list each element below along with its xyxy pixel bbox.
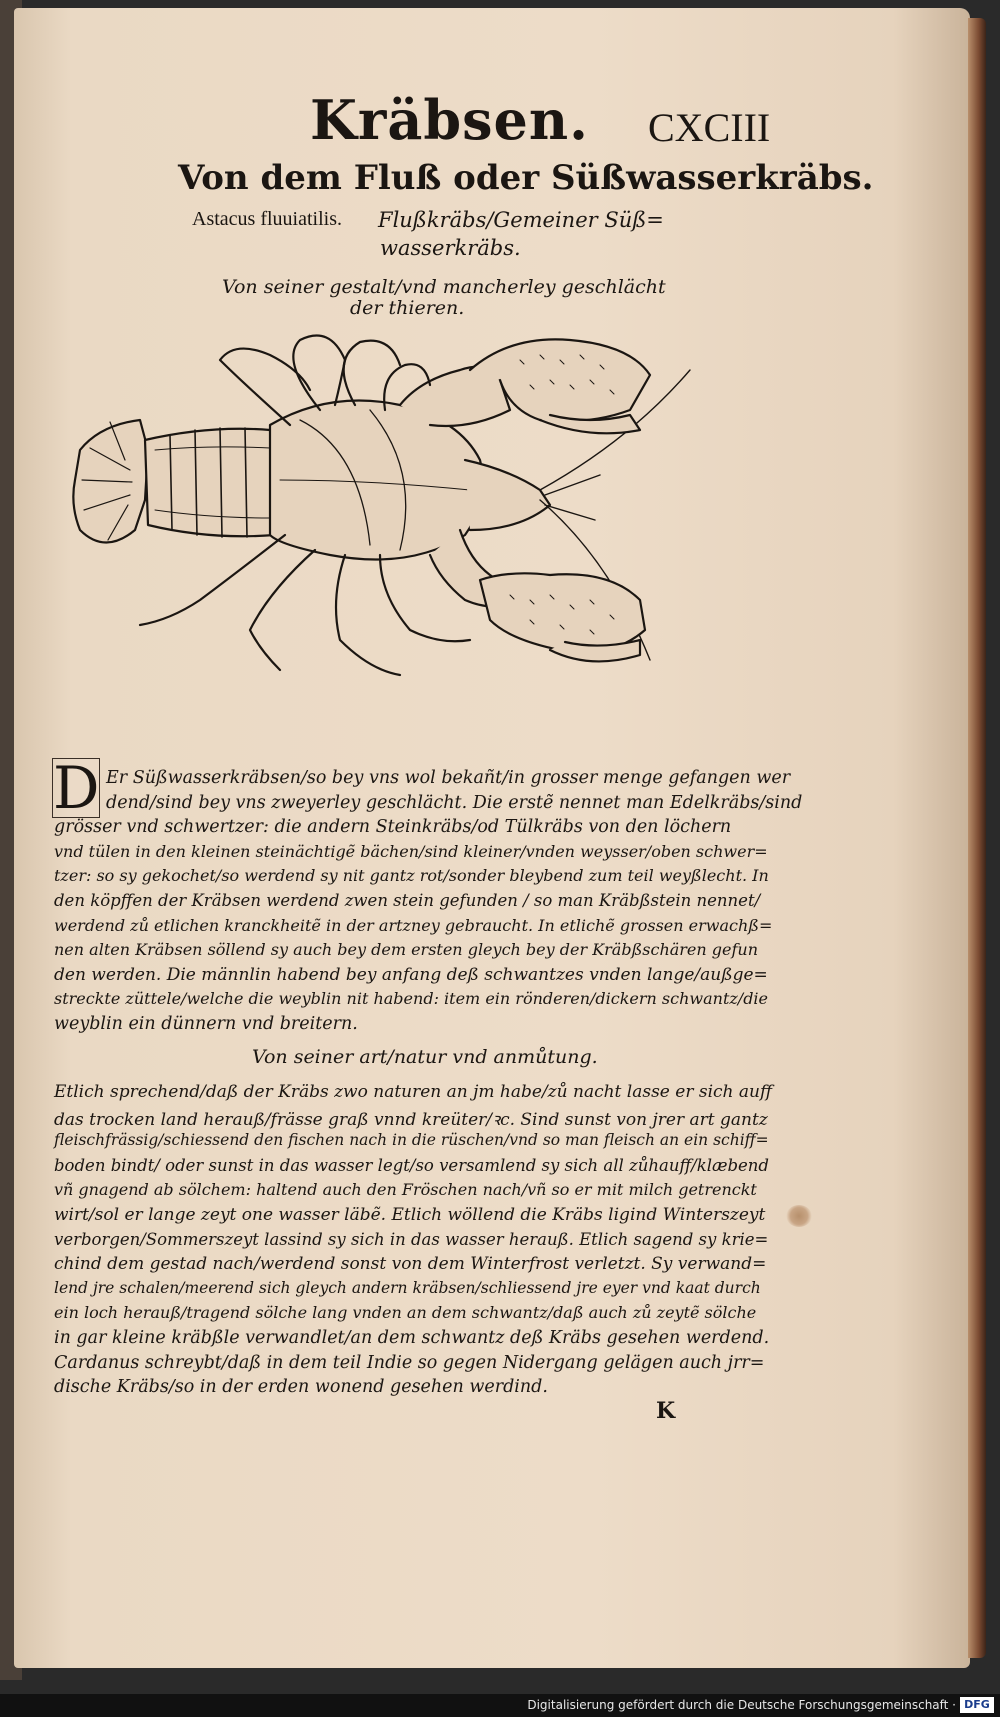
text-line: nen alten Kräbsen söllend sy auch bey dem ersten gleych bey der Kräbßschären gefun xyxy=(54,940,759,960)
text-line: boden bindt/ oder sunst in das wasser legt/so versamlend sy sich all zůhauff/klæbend xyxy=(54,1155,769,1175)
text-line: das trocken land herauß/frässe graß vnnd kreüter/ꝛc. Sind sunst von jrer art gantz xyxy=(54,1109,768,1130)
paper-stain xyxy=(786,1205,812,1227)
crayfish-illustration xyxy=(70,330,770,750)
text-line: den werden. Die männlin habend bey anfang deß schwantzes vnden lange/außge= xyxy=(54,964,768,985)
text-line: werdend zů etlichen kranckheitẽ in der artzney gebraucht. In etlichẽ grossen erwachß= xyxy=(54,915,773,935)
crayfish-tail xyxy=(145,429,275,537)
text-line: Cardanus schreybt/daß in dem teil Indie so gegen Nidergang gelägen auch jrr= xyxy=(54,1352,765,1373)
text-line: Er Süßwasserkräbsen/so bey vns wol bekañt/in grosser menge gefangen wer xyxy=(106,768,791,788)
text-line: fleischfrässig/schiessend den fischen nach in die rüschen/vnd so man fleisch an ein schiff= xyxy=(54,1131,769,1150)
text-line: verborgen/Sommerszeyt lassind sy sich in das wasser herauß. Etlich sagend sy krie= xyxy=(54,1229,769,1249)
text-line: tzer: so sy gekochet/so werdend sy nit gantz rot/sonder bleybend zum teil weyßlecht. In xyxy=(54,866,769,886)
text-line: den köpffen der Kräbsen werdend zwen stein gefunden / so man Kräbßstein nennet/ xyxy=(54,891,761,910)
text-line: wirt/sol er lange zeyt one wasser läbẽ. Etlich wöllend die Kräbs ligind Winterszeyt xyxy=(54,1205,766,1225)
form-heading-line-2: der thieren. xyxy=(350,297,465,319)
chapter-subtitle: Von dem Fluß oder Süßwasserkräbs. xyxy=(178,158,874,198)
text-line: vñ gnagend ab sölchem: haltend auch den Fröschen nach/vñ so er mit milch getrenckt xyxy=(54,1180,757,1200)
common-names-line-2: wasserkräbs. xyxy=(380,236,521,260)
footer-credit: Digitalisierung gefördert durch die Deutsche Forschungsgemeinschaft · xyxy=(527,1698,956,1712)
form-heading-line-1: Von seiner gestalt/vnd mancherley geschlächt xyxy=(222,276,666,298)
text-line: chind dem gestad nach/werdend sonst von dem Winterfrost verletzt. Sy verwand= xyxy=(54,1254,767,1275)
section-heading: Von seiner art/natur vnd anmůtung. xyxy=(252,1046,598,1068)
text-line: lend jre schalen/meerend sich gleych andern kräbsen/schliessend jre eyer vnd kaat durch xyxy=(54,1278,761,1297)
text-line: in gar kleine kräbßle verwandlet/an dem schwantz deß Kräbs gesehen werdend. xyxy=(54,1328,770,1348)
text-line: dische Kräbs/so in der erden wonend gesehen werdind. xyxy=(54,1377,548,1398)
text-line: streckte züttele/welche die weyblin nit habend: item ein rönderen/dickern schwantz/die xyxy=(54,989,769,1009)
text-line: weyblin ein dünnern vnd breitern. xyxy=(54,1014,358,1034)
catchword: K xyxy=(656,1398,676,1424)
text-line: grösser vnd schwertzer: die andern Steinkräbs/od Tülkräbs von den löchern xyxy=(54,817,732,838)
dropcap: D xyxy=(53,754,100,822)
text-line: vnd tülen in den kleinen steinächtigẽ bächen/sind kleiner/vnden weysser/oben schwer= xyxy=(54,841,768,861)
dfg-logo: DFG xyxy=(960,1697,994,1713)
page-header-title: Kräbsen. xyxy=(310,88,589,152)
text-line: dend/sind bey vns zweyerley geschlächt. Die erstẽ nennet man Edelkräbs/sind xyxy=(106,792,803,813)
text-line: ein loch herauß/tragend sölche lang vnden an dem schwantz/daß auch zů zeytẽ sölche xyxy=(54,1303,757,1323)
latin-name: Astacus fluuiatilis. xyxy=(192,208,342,230)
page-number: CXCIII xyxy=(648,105,771,150)
crayfish-head xyxy=(465,460,550,530)
text-line: Etlich sprechend/daß der Kräbs zwo naturen an jm habe/zů nacht lasse er sich auff xyxy=(54,1082,773,1102)
common-names-line-1: Flußkräbs/Gemeiner Süß= xyxy=(378,208,664,232)
page-edge xyxy=(968,18,986,1658)
